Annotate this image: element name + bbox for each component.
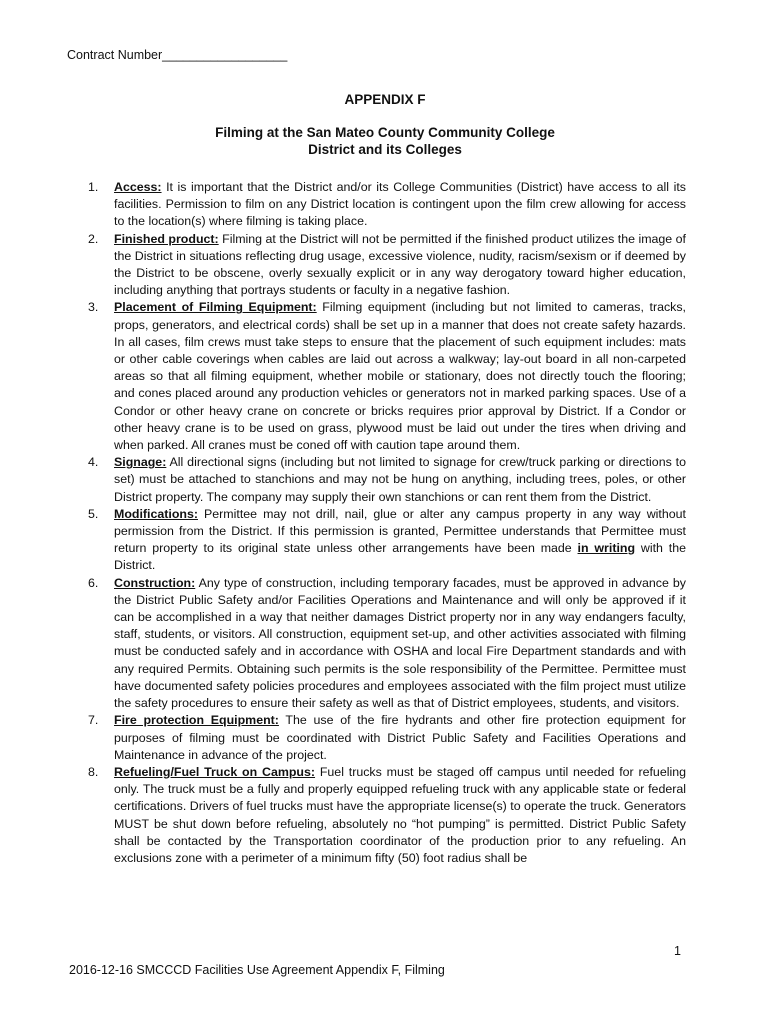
list-item-fire-protection-equipment [86,712,686,764]
item-text: Filming equipment (including but not limited to cameras, tracks, props, generators, and electrical cords) shall be set up in a manner that does not create safety hazards. In all cases, film crews must take steps to ensure that the placement of such equipment includes: mats or other cable coverings when cables are laid out across a walkway; lay-out board in all non-carpeted areas so that all filming equipment, whether mobile or stationary, does not directly touch the flooring; and cones placed around any production vehicles or generators not in marked parking spaces. Use of a Condor or other heavy crane on concrete or bricks requires prior approval by District. If a Condor or other heavy crane is to be used on grass, plywood must be laid out under the tires when driving and when parked. All cranes must be coned off with caution tape around them. [114,300,686,453]
list-item-signage [86,454,686,506]
list-item-number: 6. [88,575,99,590]
list-item-refueling-fuel-truck [86,764,686,867]
page-number: 1 [674,944,681,958]
list-item-finished-product [86,231,686,300]
item-term: Signage: [114,455,167,470]
item-text: All directional signs (including but not limited to signage for crew/truck parking or directions to set) must be attached to stanchions and may not be hung on anything, including trees, poles, or other District property. The company may supply their own stanchions or can rent them from the District. [114,455,686,504]
item-term: Fire protection Equipment: [114,713,279,728]
item-term: Modifications: [114,506,198,521]
list-item-number: 1. [88,180,99,194]
contract-number-label: Contract Number__________________ [67,48,288,62]
item-emphasis: in writing [577,541,636,556]
item-term: Construction: [114,575,196,590]
footer-document-id: 2016-12-16 SMCCCD Facilities Use Agreement Appendix F, Filming [69,963,445,977]
appendix-title: APPENDIX F [344,92,426,107]
item-text: Permittee may not drill, nail, glue or alter any campus property in any way without permission from the District. If this permission is granted, Permittee understands that Permittee must return property to its original state unless other arrangements have been made [114,506,686,556]
item-text: Any type of construction, including temporary facades, must be approved in advance by the District Public Safety and/or Facilities Operations and Maintenance and will only be approved if it can be accomplished in a way that neither damages District property nor in any way endangers faculty, staff, students, or visitors. All construction, equipment set-up, and other activities associated with filming must be conducted safely and in accordance with OSHA and local Fire Department standards and with any required Permits. Obtaining such permits is the sole responsibility of the Permittee. Permittee must have documented safety policies procedures and employees associated with the film project must utilize the safety procedures to ensure their safety as well as that of District employees, students, and visitors. [114,575,686,711]
item-text: Fuel trucks must be staged off campus until needed for refueling only. The truck must be a fully and properly equipped refueling truck with any applicable state or federal certifications. Drivers of fuel trucks must have the appropriate license(s) to operate the truck. Generators MUST be shut down before refueling, absolutely no “hot pumping” is permitted. District Public Safety shall be contacted by the Transportation coordinator of the production prior to any refueling. An exclusions zone with a perimeter of a minimum fifty (50) foot radius shall be [114,764,686,865]
item-text: Filming at the District will not be permitted if the finished product utilizes the image of the District in situations reflecting drug usage, excessive violence, nudity, racism/sexism or if deemed by the District to be obscene, overly sexually explicit or in any way derogatory toward higher education, including anything that portrays students or faculty in a negative fashion. [114,231,686,298]
list-item-access [86,179,686,231]
list-item-number: 5. [88,506,99,521]
item-text: The use of the fire hydrants and other fire protection equipment for purposes of filming must be coordinated with District Public Safety and Facilities Operations and Maintenance in advance of the project. [114,713,687,762]
list-item-number: 7. [88,713,99,728]
list-item-number: 2. [88,231,99,246]
item-text: It is important that the District and/or its College Communities (District) have access to all its facilities. Permission to film on any District location is contingent upon the film crew allowing for access to the location(s) where filming is taking place. [114,180,686,229]
item-text-after: with the District. [114,541,686,573]
list-item-number: 3. [88,300,99,315]
item-term: Refueling/Fuel Truck on Campus: [114,764,316,779]
list-item-construction [86,575,686,713]
subtitle-line-1: Filming at the San Mateo County Community College [215,125,555,140]
terms-list [86,179,686,867]
list-item-number: 8. [88,764,99,779]
list-item-placement-of-filming-equipment [86,299,686,454]
list-item-modifications [86,506,686,575]
list-item-number: 4. [88,455,99,470]
item-term: Placement of Filming Equipment: [114,300,317,315]
subtitle-line-2: District and its Colleges [308,142,462,157]
item-term: Finished product: [114,231,219,246]
item-term: Access: [114,180,162,194]
document-subtitle [0,124,770,158]
